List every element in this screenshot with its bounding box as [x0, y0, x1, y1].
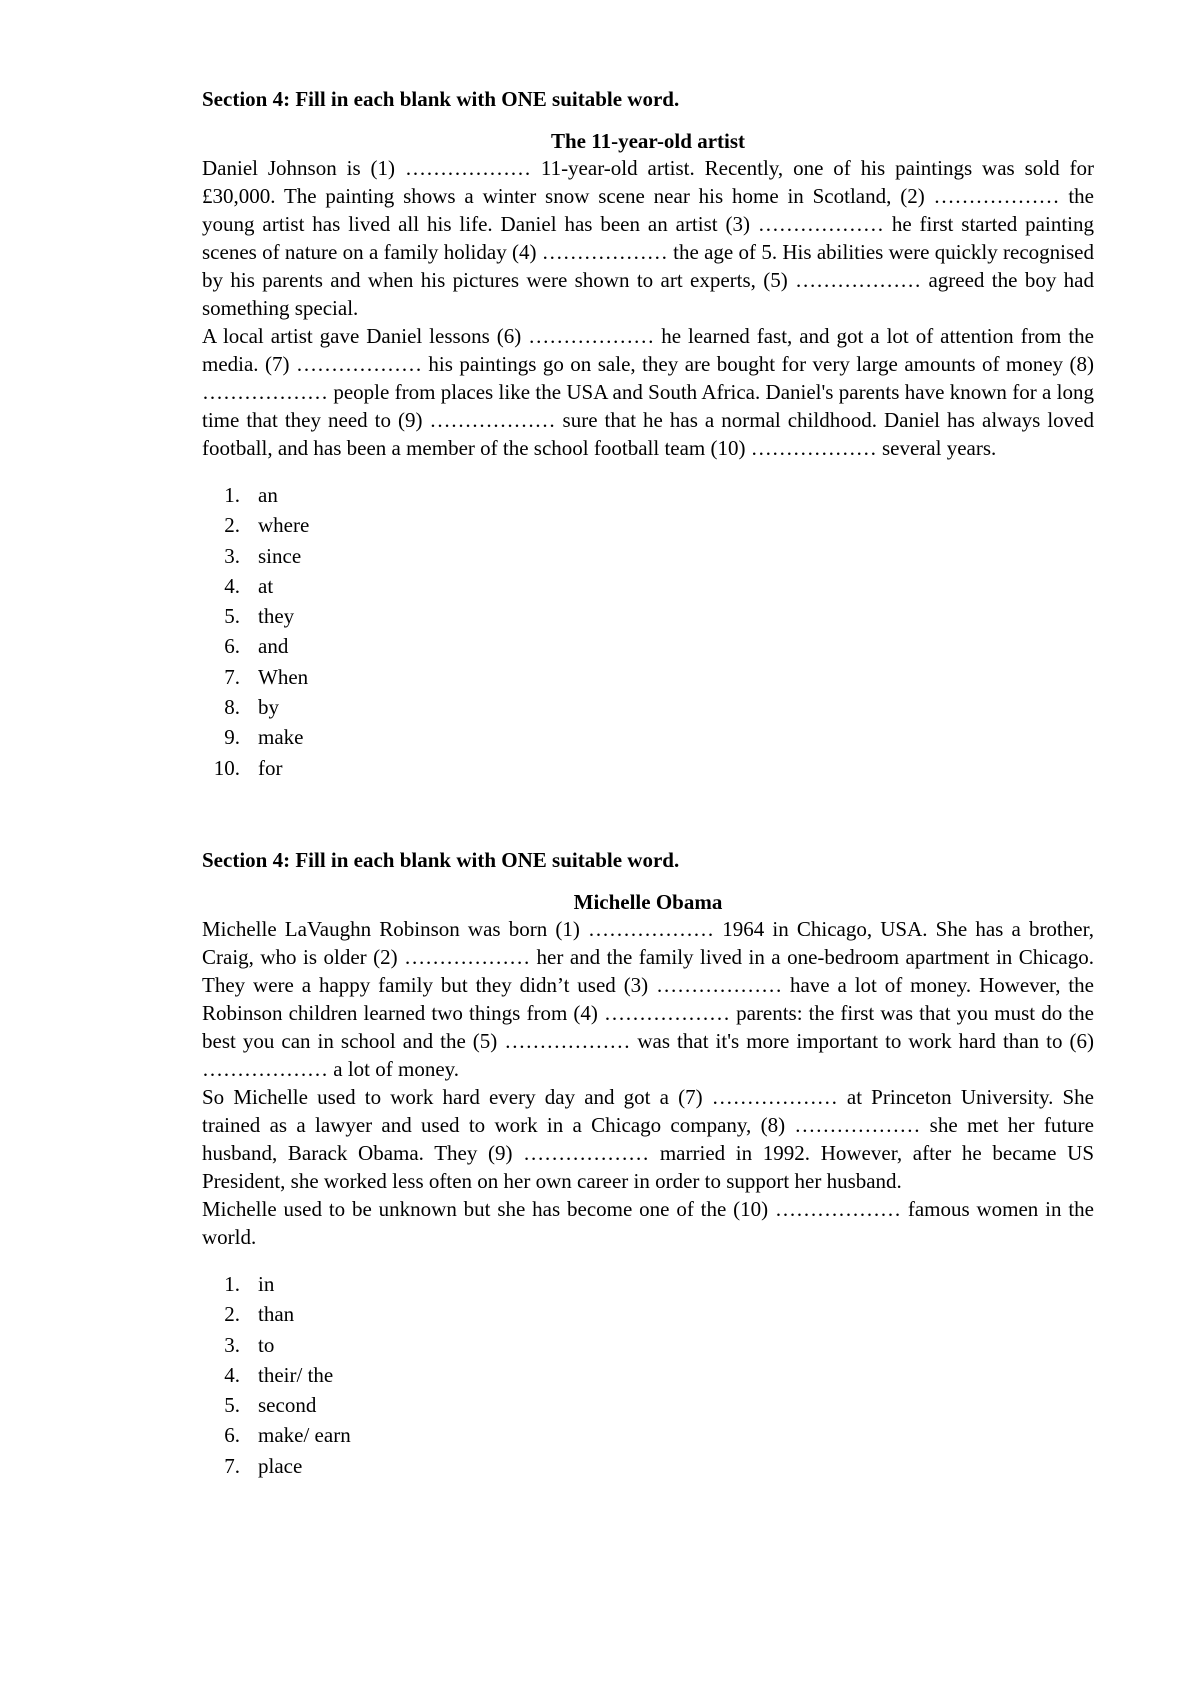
- section-michelle-obama: [202, 847, 1094, 1481]
- answer-number: 8.: [224, 695, 240, 720]
- answer-number: 3.: [224, 543, 240, 568]
- answer-text: by: [258, 695, 279, 720]
- answer-number: 2.: [224, 1302, 240, 1327]
- answer-text: for: [258, 755, 283, 780]
- passage-title: The 11-year-old artist: [550, 129, 746, 153]
- answer-item: [202, 480, 1094, 510]
- section-artist: [202, 86, 1094, 783]
- answer-item: [202, 571, 1094, 601]
- answer-number: 4.: [224, 573, 240, 598]
- answer-text: When: [258, 664, 309, 689]
- answer-list: [202, 480, 1094, 783]
- answer-text: make: [258, 725, 304, 750]
- answer-number: 5.: [224, 604, 240, 629]
- answer-number: 2.: [224, 513, 240, 538]
- answer-item: [202, 722, 1094, 752]
- answer-item: [202, 631, 1094, 661]
- answer-number: 10.: [213, 755, 240, 780]
- answer-item: [202, 692, 1094, 722]
- answer-item: [202, 753, 1094, 783]
- answer-item: [202, 541, 1094, 571]
- answer-number: 9.: [224, 725, 240, 750]
- answer-text: than: [258, 1302, 295, 1327]
- answer-text: where: [258, 513, 310, 538]
- answer-item: [202, 662, 1094, 692]
- answer-number: 5.: [224, 1393, 240, 1418]
- section-heading: Section 4: Fill in each blank with ONE suitable word.: [202, 87, 680, 111]
- passage-paragraph: So Michelle used to work hard every day and got a (7) ……………… at Princeton University. She trained as a lawyer and used to work in a Chicago company, (8) ……………… she met her future husband, Barack Obama. They (9) ……………… married in 1992. However, after he became US President, she worked less often on her own career in order to support her husband.: [202, 1084, 1094, 1193]
- answer-number: 4.: [224, 1362, 240, 1387]
- passage-paragraph: A local artist gave Daniel lessons (6) ……………… he learned fast, and got a lot of attention from the media. (7) ……………… his paintings go on sale, they are bought for very large amounts of money (8) ……………… people from places like the USA and South Africa. Daniel's parents have known for a long time that they need to (9) ……………… sure that he has a normal childhood. Daniel has always loved football, and has been a member of the school football team (10) ……………… several years.: [202, 324, 1094, 460]
- answer-text: an: [258, 483, 278, 507]
- answer-item: [202, 1390, 1094, 1420]
- passage-paragraph: Michelle LaVaughn Robinson was born (1) ……………… 1964 in Chicago, USA. She has a brother, Craig, who is older (2) ……………… her and the family lived in a one-bedroom apartment in Chicago. They were a happy family but they didn’t used (3) ……………… have a lot of money. However, the Robinson children learned two things from (4) ……………… parents: the first was that you must do the best you can in school and the (5) ……………… was that it's more important to work hard than to (6) ……………… a lot of money.: [202, 916, 1094, 1081]
- answer-text: to: [258, 1332, 275, 1357]
- passage-paragraph: Daniel Johnson is (1) ……………… 11-year-old artist. Recently, one of his paintings was sold for £30,000. The painting shows a winter snow scene near his home in Scotland, (2) ……………… the young artist has lived all his life. Daniel has been an artist (3) ……………… he first started painting scenes of nature on a family holiday (4) ……………… the age of 5. His abilities were quickly recognised by his parents and when his pictures were shown to art experts, (5) ……………… agreed the boy had something special.: [202, 156, 1094, 320]
- answer-number: 6.: [224, 1423, 240, 1448]
- answer-text: place: [258, 1453, 303, 1478]
- passage-paragraph: Michelle used to be unknown but she has become one of the (10) ……………… famous women in the world.: [202, 1196, 1094, 1249]
- answer-text: at: [258, 573, 274, 598]
- answer-text: they: [258, 604, 295, 629]
- answer-text: second: [258, 1393, 317, 1418]
- answer-item: [202, 1299, 1094, 1329]
- answer-text: in: [258, 1271, 275, 1296]
- answer-item: [202, 510, 1094, 540]
- passage-title: Michelle Obama: [573, 889, 723, 914]
- answer-number: 7.: [224, 1453, 240, 1478]
- answer-number: 1.: [224, 1271, 240, 1296]
- answer-item: [202, 1269, 1094, 1299]
- answer-item: [202, 1330, 1094, 1360]
- answer-text: since: [258, 543, 302, 568]
- answer-list: [202, 1269, 1094, 1481]
- answer-number: 1.: [224, 483, 240, 507]
- answer-text: make/ earn: [258, 1423, 351, 1448]
- answer-item: [202, 1420, 1094, 1450]
- answer-text: their/ the: [258, 1362, 334, 1387]
- section-heading: Section 4: Fill in each blank with ONE suitable word.: [202, 847, 680, 872]
- answer-number: 7.: [224, 664, 240, 689]
- answer-item: [202, 1360, 1094, 1390]
- answer-number: 3.: [224, 1332, 240, 1357]
- answer-item: [202, 1451, 1094, 1481]
- answer-text: and: [258, 634, 289, 659]
- answer-number: 6.: [224, 634, 240, 659]
- document-page: [202, 86, 1094, 1481]
- answer-item: [202, 601, 1094, 631]
